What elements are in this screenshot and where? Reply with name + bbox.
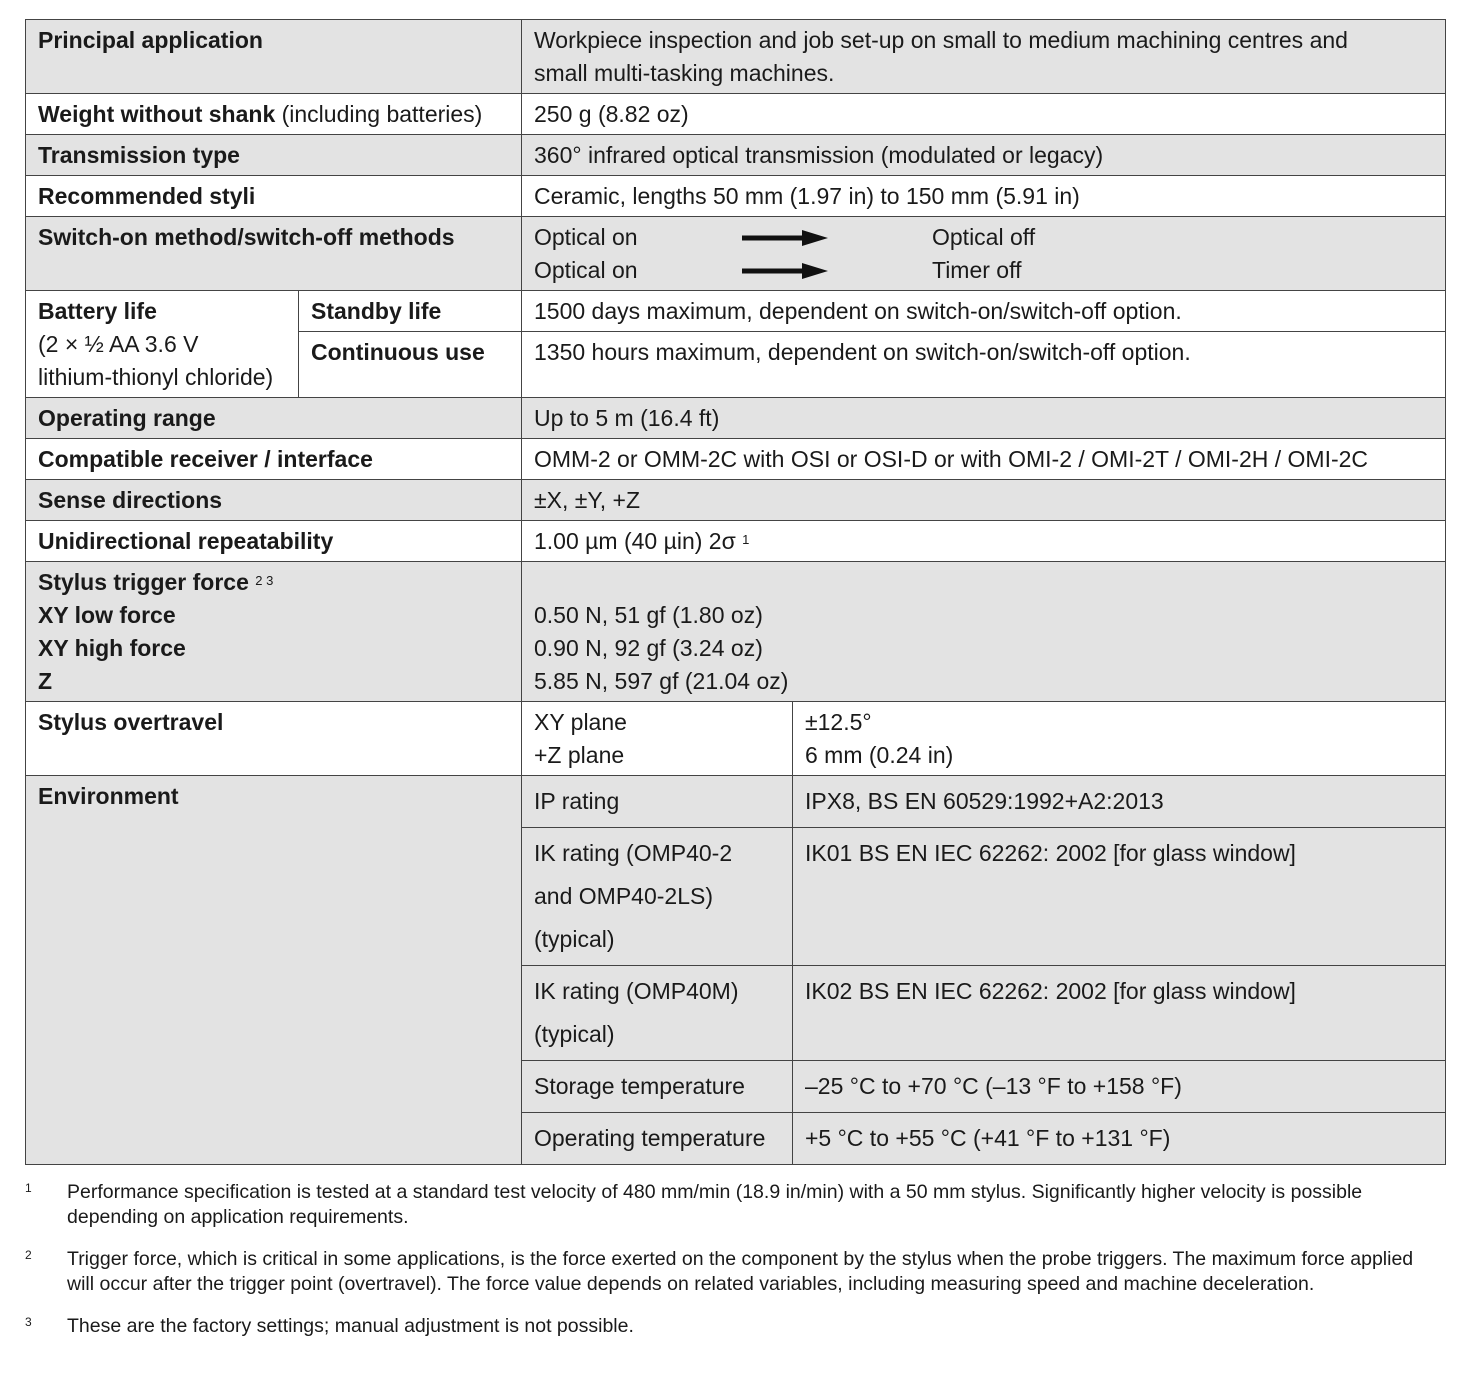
trigger-title	[38, 566, 509, 599]
switch-line-2	[534, 254, 1433, 287]
weight-label-bold: Weight without shank	[38, 101, 276, 127]
ik-rating-2-line-1: IK rating (OMP40M)	[534, 978, 739, 1004]
receiver-value: OMM-2 or OMM-2C with OSI or OSI-D or with OMI-2 / OMI-2T / OMI-2H / OMI-2C	[522, 439, 1446, 480]
operating-temperature-value: +5 °C to +55 °C (+41 °F to +131 °F)	[793, 1113, 1446, 1165]
repeatability-label: Unidirectional repeatability	[26, 521, 522, 562]
storage-temperature-value: –25 °C to +70 °C (–13 °F to +158 °F)	[793, 1061, 1446, 1113]
styli-label: Recommended styli	[26, 176, 522, 217]
trigger-z-value: 5.85 N, 597 gf (21.04 oz)	[534, 668, 789, 694]
principal-application-line-2: small multi-tasking machines.	[534, 60, 835, 86]
battery-title: Battery life	[38, 298, 157, 324]
weight-label-rest: (including batteries)	[275, 101, 483, 127]
ip-rating-label: IP rating	[522, 776, 793, 828]
right-arrow-icon	[742, 230, 828, 246]
continuous-label: Continuous use	[299, 332, 522, 398]
transmission-label: Transmission type	[26, 135, 522, 176]
footnote-text: Performance specification is tested at a standard test velocity of 480 mm/min (18.9 in/min) with a 50 mm stylus. Significantly higher velocity is possible depending on application requirements.	[67, 1181, 1363, 1228]
overtravel-z-label: +Z plane	[534, 742, 625, 768]
right-arrow-icon	[742, 263, 828, 279]
footnote-ref: 1	[742, 532, 750, 547]
trigger-xy-low-label: XY low force	[38, 602, 176, 628]
footnote-number: 2	[25, 1248, 32, 1262]
ik-rating-2-label	[522, 966, 793, 1061]
footnotes	[25, 1180, 1435, 1356]
row-sense-directions	[26, 480, 1446, 521]
range-label: Operating range	[26, 398, 522, 439]
standby-value: 1500 days maximum, dependent on switch-on/switch-off option.	[522, 291, 1446, 332]
overtravel-xy-value: ±12.5°	[805, 709, 872, 735]
row-weight	[26, 94, 1446, 135]
weight-label	[26, 94, 522, 135]
receiver-label: Compatible receiver / interface	[26, 439, 522, 480]
overtravel-label: Stylus overtravel	[26, 702, 522, 776]
continuous-value: 1350 hours maximum, dependent on switch-on/switch-off option.	[522, 332, 1446, 398]
switch-on-text: Optical on	[534, 224, 638, 250]
range-value: Up to 5 m (16.4 ft)	[522, 398, 1446, 439]
trigger-xy-high-label: XY high force	[38, 635, 186, 661]
row-trigger-force	[26, 562, 1446, 702]
battery-label	[26, 291, 299, 398]
principal-application-value	[522, 20, 1446, 94]
overtravel-values	[793, 702, 1446, 776]
trigger-values	[522, 562, 1446, 702]
row-receiver	[26, 439, 1446, 480]
row-transmission	[26, 135, 1446, 176]
transmission-value: 360° infrared optical transmission (modulated or legacy)	[522, 135, 1446, 176]
overtravel-planes	[522, 702, 793, 776]
specification-table	[25, 19, 1446, 1165]
battery-spec-line-2: lithium-thionyl chloride)	[38, 364, 274, 390]
overtravel-xy-label: XY plane	[534, 709, 627, 735]
ik-rating-1-line-1: IK rating (OMP40-2	[534, 840, 733, 866]
switch-label: Switch-on method/switch-off methods	[26, 217, 522, 291]
row-operating-range	[26, 398, 1446, 439]
styli-value: Ceramic, lengths 50 mm (1.97 in) to 150 mm (5.91 in)	[522, 176, 1446, 217]
footnote-text: Trigger force, which is critical in some applications, is the force exerted on the component by the stylus when the probe triggers. The maximum force applied will occur after the trigger point (overtravel). The force value depends on related variables, including measuring speed and machine deceleration.	[67, 1248, 1414, 1295]
trigger-title-text: Stylus trigger force	[38, 569, 249, 595]
ip-rating-value: IPX8, BS EN 60529:1992+A2:2013	[793, 776, 1446, 828]
footnote-number: 3	[25, 1315, 32, 1329]
footnote-number: 1	[25, 1181, 32, 1195]
row-styli	[26, 176, 1446, 217]
sense-value: ±X, ±Y, +Z	[522, 480, 1446, 521]
switch-value	[522, 217, 1446, 291]
weight-value: 250 g (8.82 oz)	[522, 94, 1446, 135]
trigger-z-label: Z	[38, 668, 53, 694]
row-principal-application	[26, 20, 1446, 94]
ik-rating-1-line-3: (typical)	[534, 926, 615, 952]
footnote-1	[25, 1180, 1435, 1230]
principal-application-line-1: Workpiece inspection and job set-up on small to medium machining centres and	[534, 27, 1348, 53]
ik-rating-1-line-2: and OMP40-2LS)	[534, 883, 713, 909]
row-repeatability	[26, 521, 1446, 562]
repeatability-value	[522, 521, 1446, 562]
switch-off-text: Optical off	[932, 224, 1036, 250]
operating-temperature-label: Operating temperature	[522, 1113, 793, 1165]
switch-off-text: Timer off	[932, 257, 1022, 283]
principal-application-label: Principal application	[26, 20, 522, 94]
switch-on-text: Optical on	[534, 257, 638, 283]
ik-rating-2-value: IK02 BS EN IEC 62262: 2002 [for glass window]	[793, 966, 1446, 1061]
footnote-2	[25, 1247, 1435, 1297]
row-switch-methods	[26, 217, 1446, 291]
ik-rating-2-line-2: (typical)	[534, 1021, 615, 1047]
footnote-3	[25, 1314, 1435, 1339]
sense-label: Sense directions	[26, 480, 522, 521]
switch-line-1	[534, 221, 1433, 254]
environment-label: Environment	[26, 776, 522, 1165]
trigger-xy-low-value: 0.50 N, 51 gf (1.80 oz)	[534, 602, 763, 628]
standby-label: Standby life	[299, 291, 522, 332]
footnote-ref: 2 3	[255, 573, 274, 588]
storage-temperature-label: Storage temperature	[522, 1061, 793, 1113]
footnote-text: These are the factory settings; manual adjustment is not possible.	[67, 1315, 634, 1337]
trigger-labels	[26, 562, 522, 702]
row-overtravel	[26, 702, 1446, 776]
row-battery-standby	[26, 291, 1446, 332]
battery-spec-line-1: (2 × ½ AA 3.6 V	[38, 331, 199, 357]
ik-rating-1-value: IK01 BS EN IEC 62262: 2002 [for glass window]	[793, 828, 1446, 966]
repeatability-text: 1.00 µm (40 µin) 2σ	[534, 528, 736, 554]
trigger-xy-high-value: 0.90 N, 92 gf (3.24 oz)	[534, 635, 763, 661]
row-environment-ip	[26, 776, 1446, 828]
ik-rating-1-label	[522, 828, 793, 966]
overtravel-z-value: 6 mm (0.24 in)	[805, 742, 954, 768]
